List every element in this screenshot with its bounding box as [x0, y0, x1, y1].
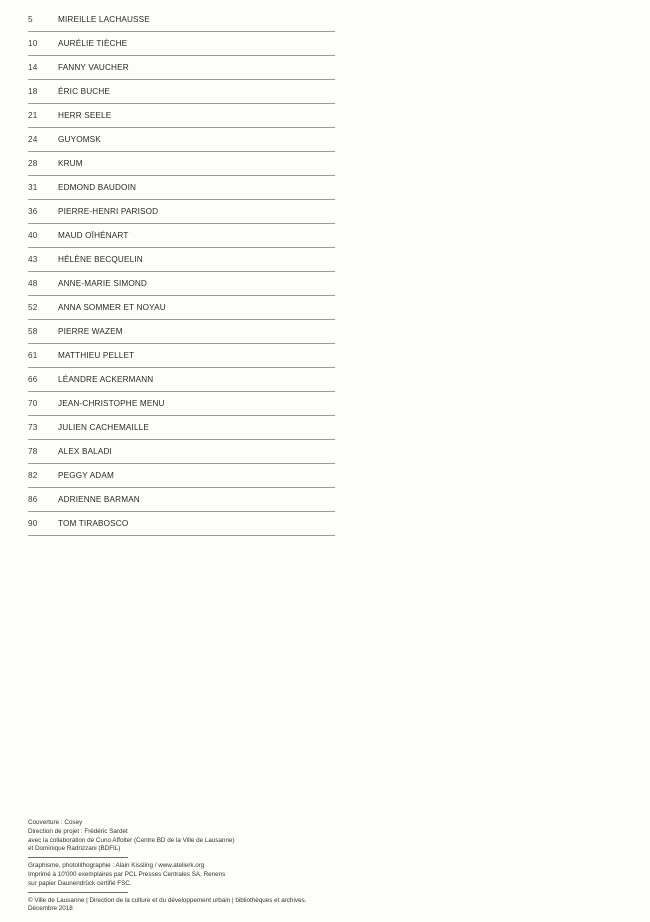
toc-author-name: PEGGY ADAM [58, 471, 114, 480]
colophon-line: Direction de projet : Frédéric Sardet [28, 827, 128, 835]
toc-entry [28, 416, 335, 440]
toc-entry [28, 104, 335, 128]
toc-page-number: 10 [28, 39, 38, 48]
toc-entry [28, 200, 335, 224]
colophon-line: Imprimé à 10'000 exemplaires par PCL Presses Centrales SA, Renens [28, 870, 226, 878]
toc-page-number: 43 [28, 255, 38, 264]
colophon-line: Décembre 2018 [28, 905, 73, 913]
toc-entry [28, 488, 335, 512]
toc-entry [28, 392, 335, 416]
toc-page-number: 58 [28, 327, 38, 336]
toc-author-name: MAUD OÏHÉNART [58, 231, 129, 240]
toc-author-name: PIERRE-HENRI PARISOD [58, 207, 159, 216]
toc-entry [28, 8, 335, 32]
colophon-credits [28, 819, 388, 854]
colophon-line: Graphisme, photolithographie : Alain Kissling / www.atelierk.org [28, 862, 205, 870]
toc-page-number: 82 [28, 471, 38, 480]
colophon-divider [28, 892, 128, 893]
toc-page-number: 78 [28, 447, 38, 456]
toc-author-name: PIERRE WAZEM [58, 327, 123, 336]
toc-entry [28, 176, 335, 200]
colophon-line: Couverture : Cosey [28, 819, 83, 826]
table-of-contents [28, 8, 335, 536]
toc-author-name: ÉRIC BUCHE [58, 87, 110, 96]
toc-page-number: 36 [28, 207, 38, 216]
toc-entry [28, 344, 335, 368]
toc-author-name: FANNY VAUCHER [58, 63, 129, 72]
toc-page-number: 5 [28, 15, 33, 24]
toc-page-number: 24 [28, 135, 38, 144]
toc-entry [28, 80, 335, 104]
toc-entry [28, 512, 335, 536]
toc-author-name: MATTHIEU PELLET [58, 351, 135, 360]
toc-author-name: TOM TIRABOSCO [58, 519, 129, 528]
toc-entry [28, 296, 335, 320]
toc-page-number: 14 [28, 63, 38, 72]
toc-entry [28, 272, 335, 296]
toc-page-number: 52 [28, 303, 38, 312]
toc-author-name: KRUM [58, 159, 83, 168]
toc-page-number: 21 [28, 111, 38, 120]
toc-entry [28, 368, 335, 392]
toc-entry [28, 320, 335, 344]
toc-page-number: 40 [28, 231, 38, 240]
toc-page-number: 48 [28, 279, 38, 288]
toc-page-number: 90 [28, 519, 38, 528]
toc-author-name: JEAN-CHRISTOPHE MENU [58, 399, 165, 408]
toc-author-name: LÉANDRE ACKERMANN [58, 375, 154, 384]
toc-author-name: AURÉLIE TIÈCHE [58, 39, 128, 48]
toc-author-name: ADRIENNE BARMAN [58, 495, 140, 504]
toc-page-number: 73 [28, 423, 38, 432]
toc-entry [28, 56, 335, 80]
toc-entry [28, 152, 335, 176]
toc-entry [28, 440, 335, 464]
toc-page-number: 61 [28, 351, 38, 360]
toc-entry [28, 464, 335, 488]
toc-author-name: JULIEN CACHEMAILLE [58, 423, 149, 432]
colophon-line: © Ville de Lausanne | Direction de la culture et du développement urbain | bibliothèques et archives. [28, 896, 307, 904]
toc-page-number: 70 [28, 399, 38, 408]
colophon-line: sur papier Daunendrück certifié FSC. [28, 879, 132, 887]
toc-author-name: HÉLÈNE BECQUELIN [58, 255, 143, 264]
toc-entry [28, 248, 335, 272]
toc-page-number: 31 [28, 183, 38, 192]
toc-author-name: GUYOMSK [58, 135, 101, 144]
colophon-line: avec la collaboration de Cuno Affolter (Centre BD de la Ville de Lausanne) [28, 836, 235, 844]
colophon-divider [28, 857, 128, 858]
colophon [28, 819, 388, 914]
toc-author-name: HERR SEELE [58, 111, 112, 120]
toc-page-number: 18 [28, 87, 38, 96]
colophon-copyright [28, 897, 388, 915]
toc-author-name: ANNA SOMMER ET NOYAU [58, 303, 166, 312]
toc-page-number: 86 [28, 495, 38, 504]
toc-entry [28, 128, 335, 152]
toc-author-name: ALEX BALADI [58, 447, 112, 456]
toc-entry [28, 32, 335, 56]
colophon-line: et Dominique Radrizzani (BDFIL) [28, 845, 121, 853]
toc-page-number: 66 [28, 375, 38, 384]
toc-author-name: EDMOND BAUDOIN [58, 183, 137, 192]
toc-author-name: MIREILLE LACHAUSSE [58, 15, 150, 24]
colophon-production [28, 862, 388, 888]
toc-page-number: 28 [28, 159, 38, 168]
toc-entry [28, 224, 335, 248]
toc-author-name: ANNE-MARIE SIMOND [58, 279, 147, 288]
